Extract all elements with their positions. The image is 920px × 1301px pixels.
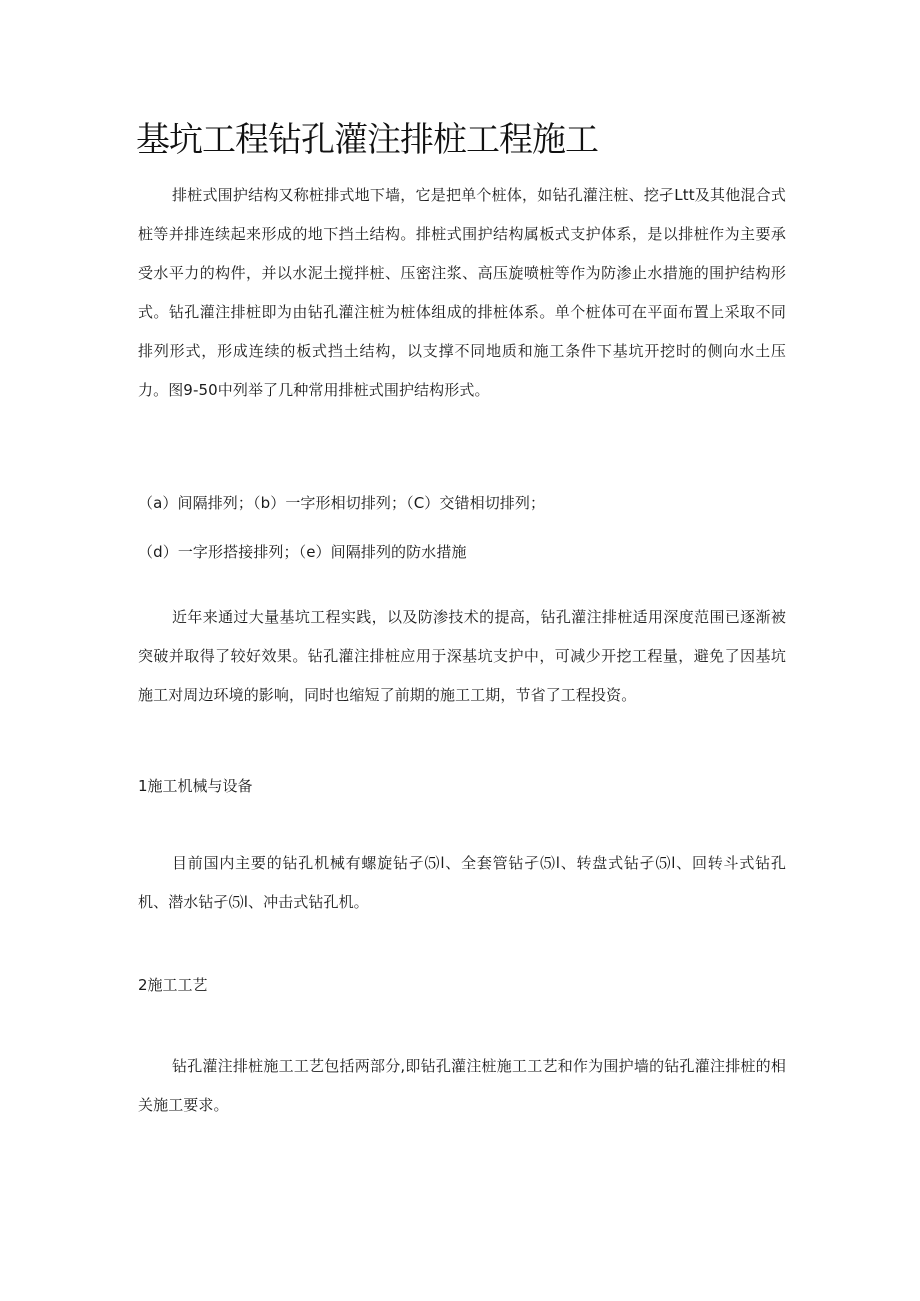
figure-caption-line-1: （a）间隔排列；（b）一字形相切排列；（C）交错相切排列；: [138, 494, 546, 512]
section-heading-machinery: 1施工机械与设备: [138, 777, 253, 795]
intro-paragraph: 排桩式围护结构又称桩排式地下墙，它是把单个桩体，如钻孔灌注桩、挖孑Ltt及其他混合式桩等并排连续起来形成的地下挡土结构。排桩式围护结构属板式支护体系，是以排桩作为主要承受水平力的构件，并以水泥土搅拌桩、压密注浆、高压旋喷桩等作为防渗止水措施的围护结构形式。钻孔灌注排桩即为由钻孔灌注桩为桩体组成的排桩体系。单个桩体可在平面布置上采取不同排列形式，形成连续的板式挡土结构，以支撑不同地质和施工条件下基坑开挖时的侧向水土压力。图9-50中列举了几种常用排桩式围护结构形式。: [138, 186, 786, 399]
machinery-paragraph: 目前国内主要的钻孔机械有螺旋钻孑⑸l、全套管钻孑⑸l、转盘式钻孑⑸l、回转斗式钻孔机、潜水钻孑⑸l、冲击式钻孔机。: [138, 854, 786, 911]
page-title: 基坑工程钻孔灌注排桩工程施工: [136, 120, 598, 160]
section-heading-process: 2施工工艺: [138, 976, 208, 994]
process-paragraph: 钻孔灌注排桩施工工艺包括两部分,即钻孔灌注桩施工工艺和作为围护墙的钻孔灌注排桩的相关施工要求。: [138, 1057, 786, 1114]
practice-paragraph: 近年来通过大量基坑工程实践，以及防渗技术的提高，钻孔灌注排桩适用深度范围已逐渐被突破并取得了较好效果。钻孔灌注排桩应用于深基坑支护中，可减少开挖工程量，避免了因基坑施工对周边环境的影响，同时也缩短了前期的施工工期，节省了工程投资。: [138, 608, 786, 704]
figure-caption-line-2: （d）一字形搭接排列；（e）间隔排列的防水措施: [138, 543, 467, 561]
